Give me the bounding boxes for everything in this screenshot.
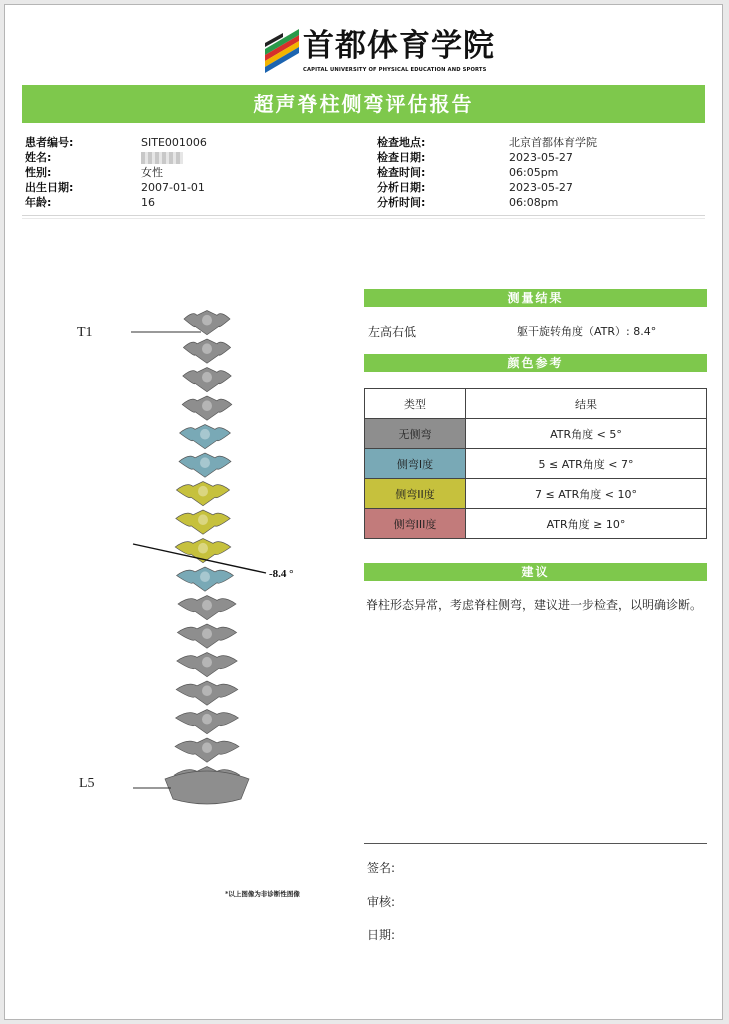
review-label: 审核: bbox=[367, 895, 396, 909]
report-title: 超声脊柱侧弯评估报告 bbox=[22, 85, 705, 123]
exam-values bbox=[509, 135, 597, 210]
result-cell: ATR角度 ≥ 10° bbox=[466, 509, 707, 539]
type-cell: 侧弯I度 bbox=[365, 449, 466, 479]
vertebra bbox=[183, 339, 230, 363]
table-row bbox=[365, 479, 707, 509]
vertebrae-group bbox=[165, 311, 249, 804]
table-header-row bbox=[365, 389, 707, 419]
spinous-process bbox=[200, 429, 210, 440]
exam-time: 06:05pm bbox=[509, 166, 559, 179]
header-result: 结果 bbox=[466, 389, 707, 419]
spinous-process bbox=[200, 571, 210, 582]
vertebra bbox=[176, 510, 230, 534]
spinous-process bbox=[202, 315, 212, 326]
vertebra bbox=[176, 681, 238, 705]
table-row bbox=[365, 419, 707, 449]
l5-label: L5 bbox=[79, 776, 95, 791]
date-label: 日期: bbox=[367, 928, 396, 942]
spinous-process bbox=[202, 372, 212, 383]
measurement-side: 左高右低 bbox=[368, 325, 417, 339]
spinous-process bbox=[200, 457, 210, 468]
patient-name-label: 姓名: bbox=[25, 151, 52, 164]
logo-name-en: CAPITAL UNIVERSITY OF PHYSICAL EDUCATION AND SPORTS bbox=[303, 67, 487, 73]
non-diagnostic-note: *以上图像为非诊断性图像 bbox=[225, 890, 300, 898]
measurement-title: 测量结果 bbox=[364, 289, 707, 307]
vertebra bbox=[177, 567, 234, 591]
sign-label: 签名: bbox=[367, 861, 396, 875]
vertebra bbox=[177, 624, 236, 648]
spinous-process bbox=[202, 685, 212, 696]
analysis-date-label: 分析日期: bbox=[377, 181, 426, 194]
spine-illustration bbox=[71, 305, 331, 815]
measurement-atr: 躯干旋转角度（ATR）: 8.4° bbox=[517, 325, 657, 338]
vertebra bbox=[177, 653, 237, 677]
spinous-process bbox=[202, 742, 212, 753]
exam-time-label: 检查时间: bbox=[377, 166, 426, 179]
vertebra bbox=[183, 368, 231, 392]
spinous-process bbox=[198, 543, 208, 554]
spinous-process bbox=[202, 657, 212, 668]
spinous-process bbox=[202, 343, 212, 354]
type-cell: 侧弯III度 bbox=[365, 509, 466, 539]
patient-age: 16 bbox=[141, 196, 155, 209]
result-cell: 5 ≤ ATR角度 < 7° bbox=[466, 449, 707, 479]
vertebra bbox=[176, 482, 229, 506]
advice-text: 脊柱形态异常，考虑脊柱侧弯，建议进一步检查，以明确诊断。 bbox=[366, 598, 703, 612]
exam-site-label: 检查地点: bbox=[377, 136, 426, 149]
exam-site: 北京首都体育学院 bbox=[509, 136, 597, 149]
exam-date-label: 检查日期: bbox=[377, 151, 426, 164]
signature-divider bbox=[364, 843, 707, 844]
spinous-process bbox=[202, 628, 212, 639]
vertebra bbox=[178, 596, 236, 620]
patient-dob: 2007-01-01 bbox=[141, 181, 205, 194]
vertebra bbox=[175, 738, 239, 762]
vertebra bbox=[176, 710, 239, 734]
vertebra bbox=[179, 453, 231, 477]
analysis-time: 06:08pm bbox=[509, 196, 559, 209]
t1-label: T1 bbox=[77, 325, 93, 340]
patient-name-redacted bbox=[141, 150, 207, 165]
spinous-process bbox=[198, 486, 208, 497]
result-cell: ATR角度 < 5° bbox=[466, 419, 707, 449]
exam-labels bbox=[377, 135, 425, 210]
patient-id-label: 患者编号: bbox=[25, 136, 74, 149]
color-reference-title: 颜色参考 bbox=[364, 354, 707, 372]
result-cell: 7 ≤ ATR角度 < 10° bbox=[466, 479, 707, 509]
patient-sex-label: 性别: bbox=[25, 166, 52, 179]
type-cell: 侧弯II度 bbox=[365, 479, 466, 509]
spinous-process bbox=[198, 514, 208, 525]
redaction-blur bbox=[141, 152, 183, 164]
report-page bbox=[4, 4, 723, 1020]
lumbar-base bbox=[165, 771, 249, 804]
divider bbox=[22, 215, 705, 216]
patient-age-label: 年龄: bbox=[25, 196, 52, 209]
patient-sex: 女性 bbox=[141, 166, 163, 179]
analysis-time-label: 分析时间: bbox=[377, 196, 426, 209]
patient-values bbox=[141, 135, 207, 210]
university-emblem-icon bbox=[263, 27, 301, 73]
spinous-process bbox=[202, 400, 212, 411]
university-logo bbox=[263, 27, 495, 79]
table-row bbox=[365, 449, 707, 479]
advice-title: 建议 bbox=[364, 563, 707, 581]
spinous-process bbox=[202, 714, 212, 725]
spinous-process bbox=[202, 600, 212, 611]
header-type: 类型 bbox=[365, 389, 466, 419]
exam-date: 2023-05-27 bbox=[509, 151, 573, 164]
analysis-date: 2023-05-27 bbox=[509, 181, 573, 194]
color-reference-table bbox=[364, 388, 707, 539]
table-row bbox=[365, 509, 707, 539]
patient-dob-label: 出生日期: bbox=[25, 181, 74, 194]
angle-label: -8.4 ° bbox=[269, 568, 294, 580]
divider bbox=[22, 218, 705, 219]
patient-id: SITE001006 bbox=[141, 136, 207, 149]
vertebra bbox=[182, 396, 232, 420]
vertebra bbox=[184, 311, 230, 335]
logo-name-cn: 首都体育学院 bbox=[303, 28, 495, 64]
patient-labels bbox=[25, 135, 73, 210]
vertebra bbox=[180, 425, 231, 449]
type-cell: 无侧弯 bbox=[365, 419, 466, 449]
